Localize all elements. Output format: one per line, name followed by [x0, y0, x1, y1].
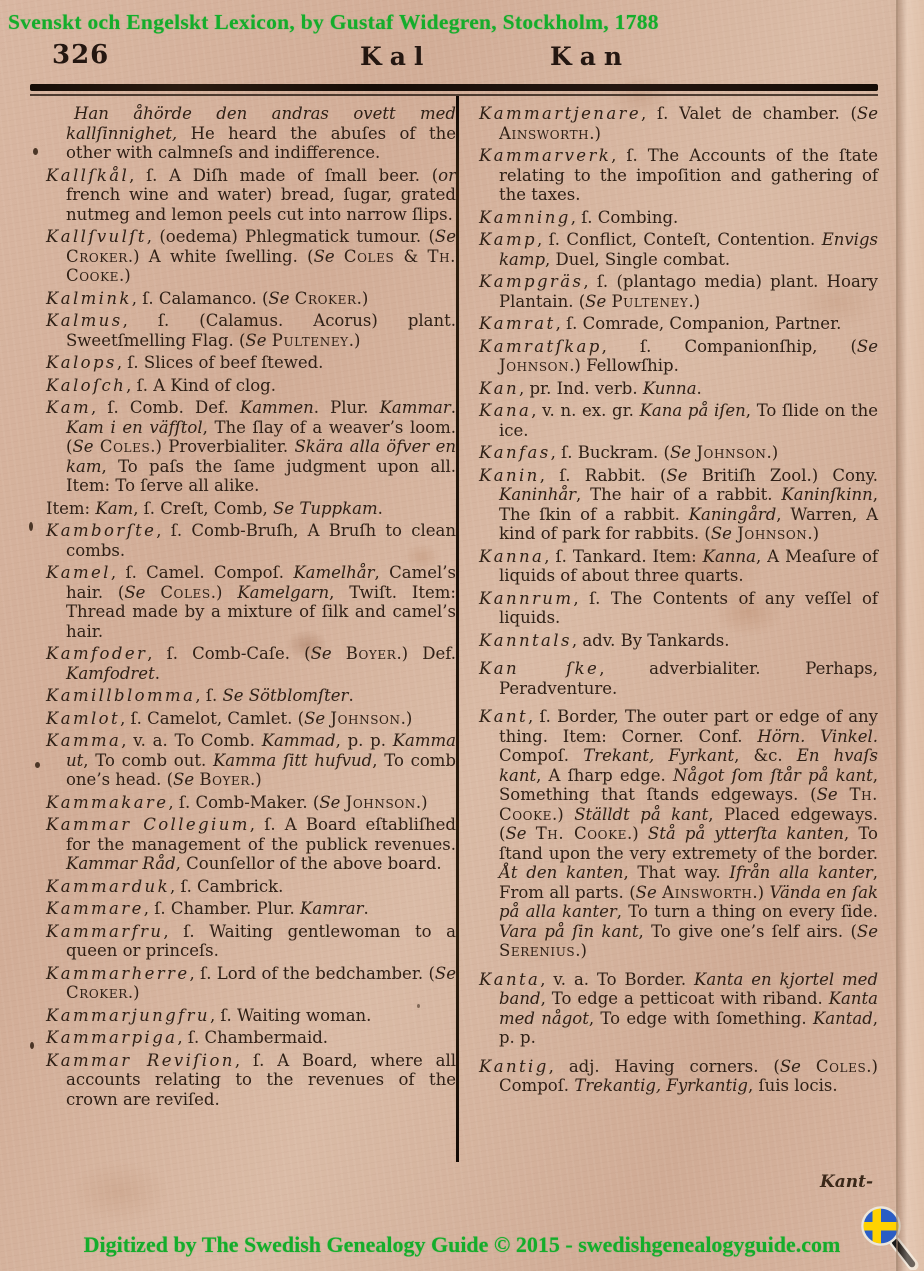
swedish-phrase: Kanna [479, 546, 545, 566]
swedish-phrase: Kunna [642, 378, 697, 398]
dictionary-entry [479, 631, 878, 651]
cited-author: Coles [815, 1056, 867, 1076]
swedish-phrase: Kaninſkinn [781, 485, 873, 504]
swedish-phrase: Se [313, 246, 344, 266]
cited-author: Pulteney [271, 330, 349, 350]
dictionary-entry [46, 499, 456, 519]
entry-text: , ſ. Comb. Def. [91, 398, 240, 417]
swedish-phrase: Stå på ytterſta kanten [647, 824, 844, 843]
entry-text: Item: [46, 498, 96, 518]
cited-author: Johnson [737, 524, 808, 543]
dictionary-entry [46, 899, 456, 919]
dictionary-entry [479, 443, 878, 463]
dictionary-entry [46, 398, 456, 496]
dictionary-entry [479, 659, 878, 698]
swedish-phrase: Kam i en väfſtol [66, 417, 203, 437]
swedish-phrase: Kammarverk [479, 146, 612, 165]
ink-speck [417, 1004, 420, 1008]
entry-text: . [363, 899, 369, 918]
swedish-phrase: Kamning [479, 207, 571, 227]
entry-text: , To give one’s ſelf airs. ( [638, 921, 857, 941]
entry-text: , ſ. Chambermaid. [177, 1028, 329, 1047]
swedish-phrase: Kaningård [688, 504, 777, 524]
swedish-phrase: Kan [479, 378, 519, 398]
entry-text: , Warren, A kind of park for rabbits. ( [499, 504, 878, 543]
header-rule-thick [30, 84, 878, 91]
swedish-phrase: Se [505, 824, 536, 843]
entry-text: , To edge a petticoat with riband. [540, 989, 829, 1008]
dictionary-entry [46, 1006, 456, 1026]
entry-text: , ſ. A Kind of clog. [126, 375, 276, 395]
entry-text: , ſ. (Calamus. Acorus) plant. Sweetſmelling Flag. ( [66, 311, 456, 350]
swedish-phrase: Kamfoder [46, 644, 148, 663]
guide-word-right: Kan [550, 42, 631, 71]
ink-speck [33, 148, 38, 155]
swedish-phrase: Se [710, 524, 738, 543]
swedish-phrase: Kaloſch [46, 375, 127, 395]
cited-author: Johnson [345, 792, 416, 812]
ink-speck [35, 762, 40, 768]
entry-text: .) Fellowſhip. [569, 356, 679, 375]
swedish-phrase: Kamfodret [66, 663, 155, 683]
header-rule [30, 84, 878, 96]
dictionary-entry [46, 922, 456, 961]
entry-text: , v. n. ex. gr. [531, 401, 640, 420]
dictionary-entry [479, 970, 878, 1048]
swedish-phrase: Kamelgarn [237, 582, 330, 602]
swedish-phrase: Åt den kanten [499, 863, 624, 882]
swedish-phrase: Kantig [479, 1056, 549, 1076]
swedish-phrase: Kanta med något [499, 989, 878, 1028]
column-left [46, 104, 456, 1112]
swedish-phrase: Kammarfru [46, 921, 164, 941]
swedish-phrase: Kampgräs [479, 272, 584, 291]
entry-text: He heard the abuſes of the other with calmneſs and indifference. [66, 123, 456, 162]
cited-author: Croker [66, 983, 128, 1002]
cited-author: Boyer [345, 644, 397, 663]
entry-text: .) Proverbialiter. [150, 437, 295, 456]
entry-text: , To edge with ſomething. [588, 1008, 813, 1028]
entry-text: , ſ. [195, 686, 223, 705]
entry-text: .) [552, 804, 575, 824]
swedish-phrase: Kant [479, 707, 529, 726]
entry-text: , Placed edgeways. ( [499, 804, 878, 843]
entry-text: , The ſkin of a rabbit. [499, 485, 878, 524]
swedish-phrase: Kam [95, 498, 134, 518]
swedish-phrase: Kamel [46, 563, 111, 582]
dictionary-entry [479, 104, 878, 143]
swedish-phrase: Kallſvulſt [46, 227, 147, 246]
swedish-phrase: Kanntals [479, 630, 572, 650]
swedish-phrase: Kanna [702, 546, 756, 566]
cited-author: Coles [160, 582, 211, 602]
entry-text: , ſ. Lord of the bedchamber. ( [189, 963, 435, 983]
swedish-phrase: Se Sötblomſter [222, 686, 349, 705]
swedish-phrase: Kammar Reviſion [46, 1050, 235, 1070]
dictionary-entry [479, 547, 878, 586]
cited-author: Th. Cooke [66, 246, 456, 285]
swedish-phrase: Kana på iſen [639, 401, 746, 420]
dictionary-entry [479, 146, 878, 205]
entry-text: . [450, 398, 456, 417]
guide-word-left: Kal [360, 42, 432, 71]
swedish-phrase: Se [635, 882, 663, 902]
dictionary-entry [46, 521, 456, 560]
entry-text: , ſ. The Contents of any veſſel of liquids. [499, 588, 878, 627]
entry-text: , Camel’s hair. ( [66, 563, 456, 602]
swedish-phrase: Trekantig, Fyrkantig [574, 1076, 748, 1095]
swedish-phrase: Kammartjenare [479, 104, 642, 123]
dictionary-entry [479, 589, 878, 628]
swedish-phrase: Kamma ut [66, 731, 456, 770]
cited-author: Pulteney [611, 291, 689, 311]
dictionary-entry [46, 289, 456, 309]
entry-text: , p. p. [499, 1008, 879, 1047]
entry-text: . [348, 686, 354, 705]
dictionary-entry [479, 1057, 878, 1096]
entry-text: . [154, 663, 160, 683]
dictionary-entry [479, 208, 878, 228]
swedish-phrase: Se [666, 465, 688, 485]
swedish-phrase: Kammarjungfru [46, 1005, 210, 1025]
entry-text: , The hair of a rabbit. [576, 485, 782, 504]
column-right [479, 104, 878, 1099]
cited-author: Th. Cooke [499, 785, 878, 824]
entry-text: , To ſtand upon the very extremety of the border. [499, 824, 878, 863]
swedish-phrase: Trekant, Fyrkant [583, 746, 735, 765]
entry-text: , Something that ſtands edgeways. ( [499, 765, 878, 804]
entry-text: , ſ. Border, The outer part or edge of any thing. Item: Corner. Conf. [499, 707, 878, 746]
swedish-phrase: Kamp [479, 230, 537, 249]
dictionary-entry [46, 686, 456, 706]
cited-author: Ainsworth [499, 123, 590, 143]
entry-text: , ſ. (plantago media) plant. Hoary Plantain. ( [499, 272, 878, 311]
entry-text: , ſ. Cambrick. [169, 876, 284, 896]
entry-text: , v. a. To Comb. [121, 731, 262, 750]
entry-text: , adverbialiter. Perhaps, Peradventure. [499, 659, 878, 698]
swedish-phrase: Ställdt på kant [574, 804, 709, 824]
entry-text: , ſuis locis. [747, 1076, 838, 1095]
entry-text: , ſ. Comb-Maker. ( [168, 792, 320, 812]
swedish-phrase: Se [434, 227, 456, 246]
swedish-phrase: Envigs kamp [499, 230, 878, 269]
ink-speck [30, 1042, 34, 1049]
entry-text: .) A white ſwelling. ( [127, 246, 314, 266]
cited-author: Boyer [199, 770, 251, 789]
entry-text: , ſ. Conflict, Conteſt, Contention. [536, 230, 822, 249]
entry-text: , From all parts. ( [499, 863, 878, 902]
entry-text: , ſ. Combing. [570, 207, 679, 227]
dictionary-entry [479, 337, 878, 376]
cited-author: Ainsworth [662, 882, 753, 902]
entry-text: .) [688, 291, 701, 311]
swedish-phrase: Kammarpiga [46, 1028, 178, 1047]
entry-text: , pr. Ind. verb. [519, 378, 643, 398]
entry-text: , A Meaſure of liquids of about three quarts. [499, 546, 878, 585]
swedish-phrase: Se [245, 330, 272, 350]
entry-text: , p. p. [335, 731, 393, 750]
swedish-phrase: Kammar [379, 398, 451, 417]
entry-text: , adj. Having corners. ( [548, 1056, 780, 1076]
cited-author: Johnson [330, 708, 401, 728]
entry-text: , ſ. Creſt, Comb, [133, 498, 274, 518]
entry-text: , ſ. The Accounts of the ſtate relating to the impoſition and gathering of the taxes. [499, 146, 878, 204]
swedish-phrase: Kanin [479, 465, 540, 485]
dictionary-entry [479, 707, 878, 961]
swedish-phrase: or [438, 165, 456, 185]
dictionary-entry [46, 1028, 456, 1048]
entry-text: . [696, 378, 702, 398]
dictionary-entry [479, 314, 878, 334]
swedish-phrase: Kamborſte [46, 521, 157, 540]
entry-text: , (oedema) Phlegmatick tumour. ( [146, 227, 435, 246]
swedish-phrase: Kamrar [300, 899, 364, 918]
swedish-phrase: Han åhörde den andras ovett med kallſinnighet, [66, 104, 456, 143]
entry-text: , That way. [623, 863, 730, 882]
swedish-phrase: En hvaſs kant [499, 746, 878, 785]
cited-author: Th. Cooke [535, 824, 628, 843]
entry-text: .) [250, 770, 262, 789]
swedish-phrase: Kam [46, 398, 92, 417]
entry-text: french wine and water) bread, ſugar, grated nutmeg and lemon peels cut into narrow ſlips. [66, 185, 456, 224]
swedish-phrase: Kamlot [46, 708, 121, 728]
swedish-phrase: Kamratſkap [479, 336, 602, 356]
entry-text: .) [766, 443, 779, 462]
entry-text: .) [210, 582, 238, 602]
cited-author: Croker [66, 246, 128, 266]
entry-text: .) [627, 824, 648, 843]
entry-text: .) [752, 882, 770, 902]
swedish-phrase: Kanfas [479, 443, 551, 462]
cited-author: Coles [99, 437, 151, 456]
swedish-phrase: Kalmus [46, 311, 123, 330]
entry-text: , The ſlay of a weaver’s loom. ( [66, 417, 456, 456]
entry-text: , Duel, Single combat. [545, 249, 731, 269]
dictionary-entry [46, 731, 456, 790]
swedish-phrase: Kammar Råd [66, 854, 176, 873]
dictionary-entry [46, 166, 456, 225]
swedish-phrase: Kammarduk [46, 876, 170, 896]
dictionary-entry [479, 401, 878, 440]
entry-text: , ſ. A Board eſtabliſhed for the management of the publick revenues. [66, 815, 456, 854]
swedish-phrase: Kallſkål [46, 165, 130, 185]
dictionary-entry [479, 230, 878, 269]
entry-text: .) [119, 266, 131, 285]
entry-text: , ſ. Comb-Caſe. ( [147, 644, 311, 663]
swedish-phrase: Se [856, 336, 878, 356]
dictionary-entry [46, 964, 456, 1003]
entry-text: .) [589, 123, 601, 143]
swedish-phrase: Se [816, 785, 850, 804]
top-credit-text: Svenskt och Engelskt Lexicon, by Gustaf Widegren, Stockholm, 1788 [8, 10, 659, 34]
swedish-phrase: Kammarherre [46, 963, 190, 983]
entry-text: , To ſlide on the ice. [499, 401, 879, 440]
entry-text: , ſ. Calamanco. ( [131, 288, 269, 308]
dictionary-entry [46, 353, 456, 373]
dictionary-entry [479, 379, 878, 399]
swedish-phrase: Kammar Collegium [46, 815, 250, 834]
entry-text: Britiſh Zool.) Cony. [687, 465, 878, 485]
cited-author: Johnson [499, 356, 570, 375]
swedish-phrase: Kammare [46, 899, 144, 918]
entry-text: , To turn a thing on every ſide. [616, 902, 878, 921]
entry-text: , ſ. A Diſh made of ſmall beer. ( [129, 165, 439, 185]
swedish-phrase: Se [779, 1056, 816, 1076]
swedish-phrase: Kannrum [479, 588, 574, 608]
swedish-phrase: Se [304, 708, 331, 728]
swedish-phrase: Se [310, 644, 346, 663]
entry-text: .) [348, 330, 361, 350]
swedish-phrase: Kammen [239, 398, 314, 417]
swedish-phrase: Kamillblomma [46, 686, 196, 705]
entry-text: , ſ. Chamber. Plur. [143, 899, 301, 918]
entry-text: .) [356, 288, 369, 308]
entry-text: , To paſs the ſame judgment upon all. Item: To ſerve all alike. [66, 456, 456, 495]
bottom-credit-text: Digitized by The Swedish Genealogy Guide © 2015 - swedishgenealogyguide.com [83, 1232, 841, 1257]
entry-text: , Counſellor of the above board. [175, 854, 442, 873]
swedish-phrase: Kana [479, 401, 532, 420]
entry-text: .) [575, 941, 587, 960]
swedish-phrase: Kaninhår [499, 485, 577, 504]
entry-text: , ſ. Comrade, Companion, Partner. [555, 314, 842, 333]
entry-text: .) [415, 792, 428, 812]
swedish-phrase: Kamma ſitt hufvud [212, 750, 373, 770]
swedish-phrase: Kalops [46, 353, 117, 372]
swedish-phrase: Vända en ſak på alla kanter [499, 882, 879, 921]
entry-text: , &c. [734, 746, 797, 765]
swedish-phrase: Se [72, 437, 100, 456]
entry-text: , v. a. To Border. [540, 969, 695, 989]
entry-text: , ſ. Buckram. ( [550, 443, 670, 462]
catchword: Kant- [819, 1172, 873, 1192]
entry-text: , ſ. Camelot, Camlet. ( [120, 708, 305, 728]
dictionary-entry [479, 272, 878, 311]
dictionary-entry [46, 563, 456, 641]
swedish-phrase: Se [173, 770, 200, 789]
page-number: 326 [52, 40, 110, 70]
entry-text: .) Def. [396, 644, 456, 663]
dictionary-entry [46, 877, 456, 897]
column-divider [456, 96, 459, 1162]
swedish-phrase: Se [670, 443, 697, 462]
swedish-phrase: Se [434, 963, 456, 983]
dictionary-entry [46, 1051, 456, 1110]
entry-text: , ſ. A Board, where all accounts relating to the revenues of the crown are reviſed. [66, 1050, 456, 1109]
swedish-phrase: Se [319, 792, 346, 812]
entry-text: , ſ. Waiting woman. [209, 1005, 372, 1025]
swedish-phrase: Kammakare [46, 792, 169, 812]
cited-author: Croker [294, 288, 357, 308]
cited-author: Coles [343, 246, 395, 266]
swedish-phrase: Ifrån alla kanter [729, 863, 873, 882]
entry-text: .) Compoſ. [499, 1056, 878, 1095]
entry-text: , To comb one’s head. ( [66, 750, 456, 789]
swedish-phrase: Kantad [812, 1008, 873, 1028]
entry-text: , A ſharp edge. [536, 765, 673, 785]
entry-text: , ſ. Valet de chamber. ( [641, 104, 857, 123]
entry-text: , ſ. Rabbit. ( [539, 465, 667, 485]
swedish-phrase: Kamrat [479, 314, 556, 333]
swedish-phrase: Kammad [261, 731, 336, 750]
cited-author: Johnson [696, 443, 767, 462]
dictionary-entry [46, 793, 456, 813]
entry-text: , ſ. Tankard. Item: [544, 546, 703, 566]
entry-text: , Twiſt. Item: Thread made by a mixture of ſilk and camel’s hair. [66, 582, 456, 641]
entry-text: , adv. By Tankards. [571, 630, 730, 650]
dictionary-entry [46, 644, 456, 683]
entry-text: . [377, 498, 383, 518]
dictionary-entry [46, 709, 456, 729]
header-rule-thin [30, 94, 878, 96]
entry-text: , ſ. Camel. Compoſ. [110, 563, 294, 582]
swedish-phrase: Se [856, 104, 878, 123]
entry-text: , ſ. Slices of beef ſtewed. [116, 353, 324, 372]
swedish-phrase: Se Tuppkam [273, 498, 378, 518]
dictionary-entry [46, 311, 456, 350]
swedish-phrase: Kamma [46, 731, 122, 750]
dictionary-entry [46, 104, 456, 163]
dictionary-entry [46, 376, 456, 396]
entry-text: .) [807, 524, 820, 543]
entry-text: , ſ. Waiting gentlewoman to a queen or princeſs. [66, 921, 456, 960]
swedish-phrase: Se [268, 288, 295, 308]
entry-text: . Plur. [313, 398, 380, 417]
ink-speck [29, 522, 33, 531]
entry-text: , ſ. Companionſhip, ( [601, 336, 857, 356]
entry-text: Compoſ. [499, 746, 584, 765]
entry-text: .) [400, 708, 413, 728]
swedish-phrase: Se [856, 921, 878, 941]
cited-author: Serenius [499, 941, 576, 960]
swedish-phrase: Se [585, 291, 612, 311]
swedish-phrase: Vara på ſin kant [499, 921, 639, 941]
entry-text: , ſ. Comb-Bruſh, A Bruſh to clean combs. [66, 521, 456, 560]
dictionary-entry [46, 815, 456, 874]
dictionary-entry [479, 466, 878, 544]
swedish-phrase: Se [124, 582, 161, 602]
entry-text: , To comb out. [83, 750, 213, 770]
swedish-phrase: Kamelhår [293, 563, 375, 582]
swedish-phrase: Kanta en kjortel med band [499, 969, 879, 1008]
swedish-phrase: Kalmink [46, 288, 132, 308]
swedish-phrase: Skära alla öfver en kam [66, 437, 456, 476]
swedish-phrase: Något ſom ſtår på kant [672, 765, 873, 785]
swedish-phrase: Hörn. Vinkel. [757, 726, 878, 746]
entry-text: .) [127, 983, 140, 1002]
dictionary-entry [46, 227, 456, 286]
entry-text: & [394, 246, 428, 266]
swedish-phrase: Kan ſke [479, 659, 600, 678]
swedish-phrase: Kanta [479, 969, 541, 989]
